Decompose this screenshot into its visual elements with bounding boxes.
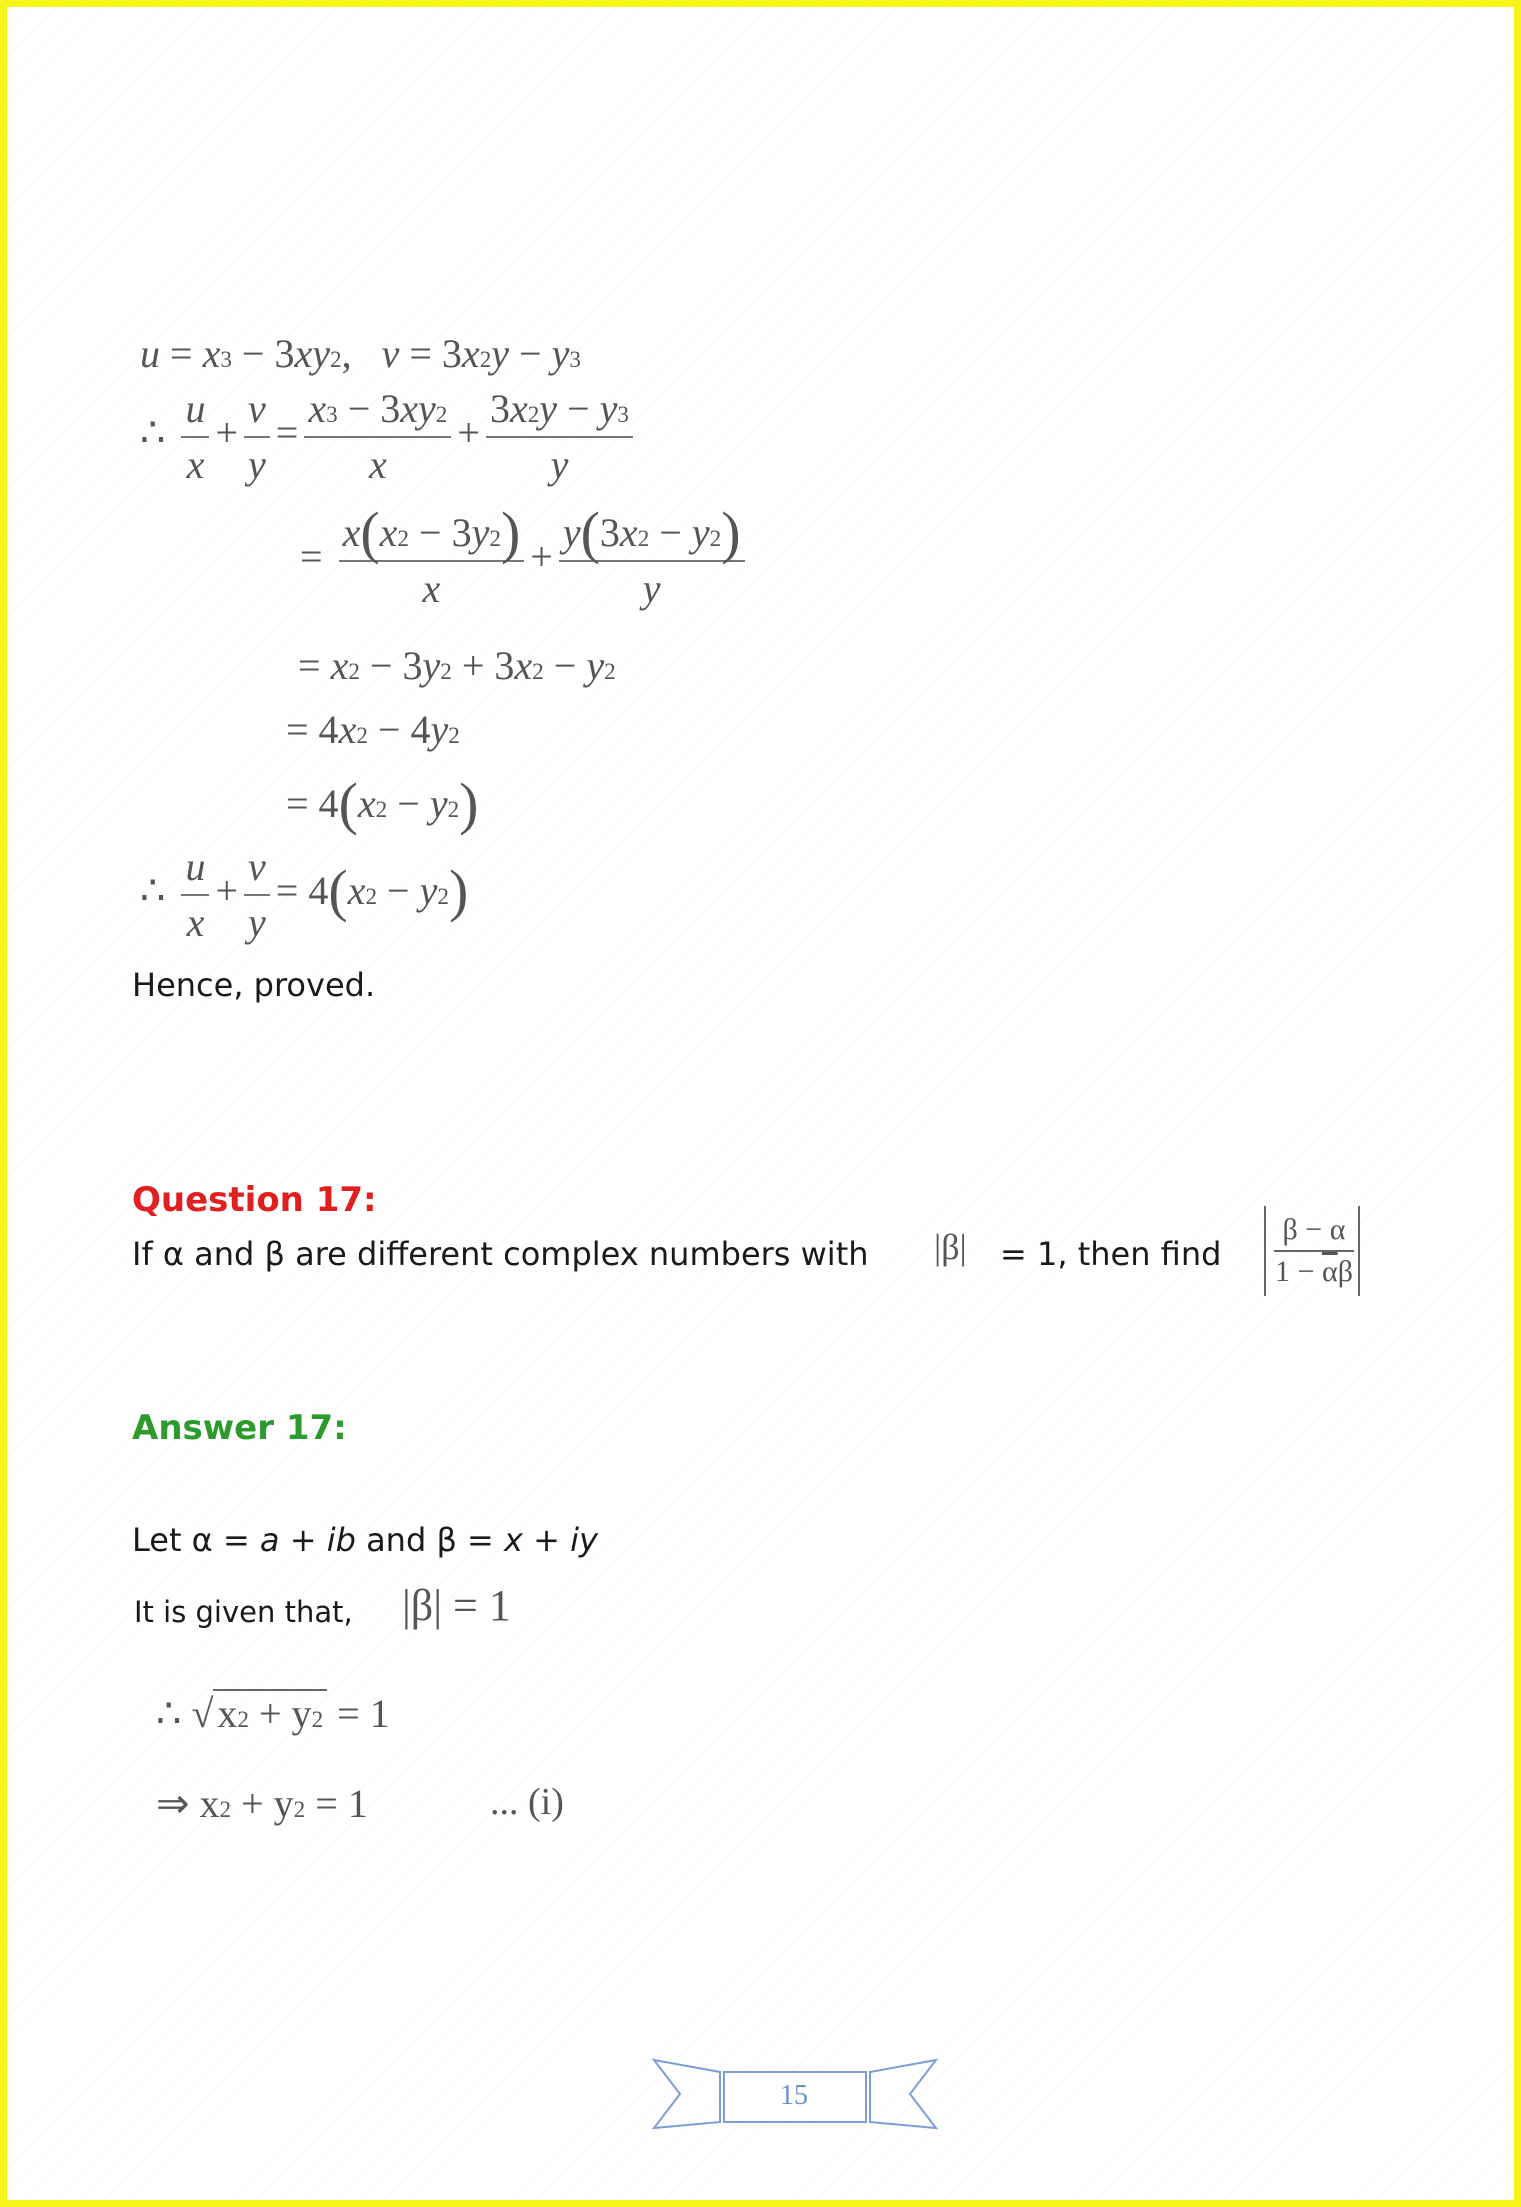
given-equation-image: |β| = 1 <box>402 1581 511 1630</box>
math-line-1: $u = x^3 - 3xy^2$, $v = 3x^2y - y^3$ <box>140 331 581 376</box>
math-derivation <box>140 330 900 950</box>
math-line-6: = $4(x^2 - y^2)$ <box>286 771 479 836</box>
given-text: It is given that, <box>134 1595 353 1629</box>
math-line-5: = $4x^2 - 4y^2$ <box>286 707 460 752</box>
question-heading: Question 17: <box>132 1180 377 1220</box>
let-var-x: x <box>504 1521 523 1559</box>
let-text-3: and β = <box>355 1521 505 1559</box>
abs-beta-image: |β| <box>934 1227 967 1267</box>
equation-tag-i: ... (i) <box>490 1781 564 1823</box>
let-text-2: + <box>279 1521 327 1559</box>
abs-fraction-image: β − α $1 - \overline{\alpha}\beta$ <box>1264 1206 1364 1296</box>
let-var-iy: iy <box>570 1521 598 1559</box>
math-line-7: ∴ $\frac{u}{x}$ + $\frac{v}{y}$ = $4(x^2 - y^2)$ <box>140 840 468 950</box>
let-text-4: + <box>522 1521 571 1559</box>
implies-equation-image: ⇒ $x^2 + y^2 = 1$ <box>156 1781 368 1826</box>
math-line-3: = $\frac{x(x^2 - 3y^2)}{x}$ + $\frac{y(3x^2 - y^2)}{y}$ <box>300 506 751 616</box>
question-text-part-2: = 1, then find <box>1000 1235 1222 1273</box>
math-line-2: ∴ $\frac{u}{x}$ + $\frac{v}{y}$ = $\frac{x^3 - 3xy^2}{x}$ + $\frac{3x^2y - y^3}{y}$ <box>140 382 639 492</box>
math-line-4: = $x^2 - 3y^2 + 3x^2 - y^2$ <box>298 643 616 688</box>
page-number: 15 <box>780 2080 808 2111</box>
question-text-part-1: If α and β are different complex numbers with <box>132 1235 869 1273</box>
hence-proved-text: Hence, proved. <box>132 966 376 1004</box>
let-text-1: Let α = <box>132 1521 260 1559</box>
sqrt-equation-image: ∴ √ $x^2 + y^2 = 1$ <box>156 1691 390 1736</box>
answer-heading: Answer 17: <box>132 1408 347 1448</box>
let-var-ib: ib <box>326 1521 356 1559</box>
answer-let-line <box>132 1521 598 1559</box>
let-var-a: a <box>259 1521 280 1559</box>
